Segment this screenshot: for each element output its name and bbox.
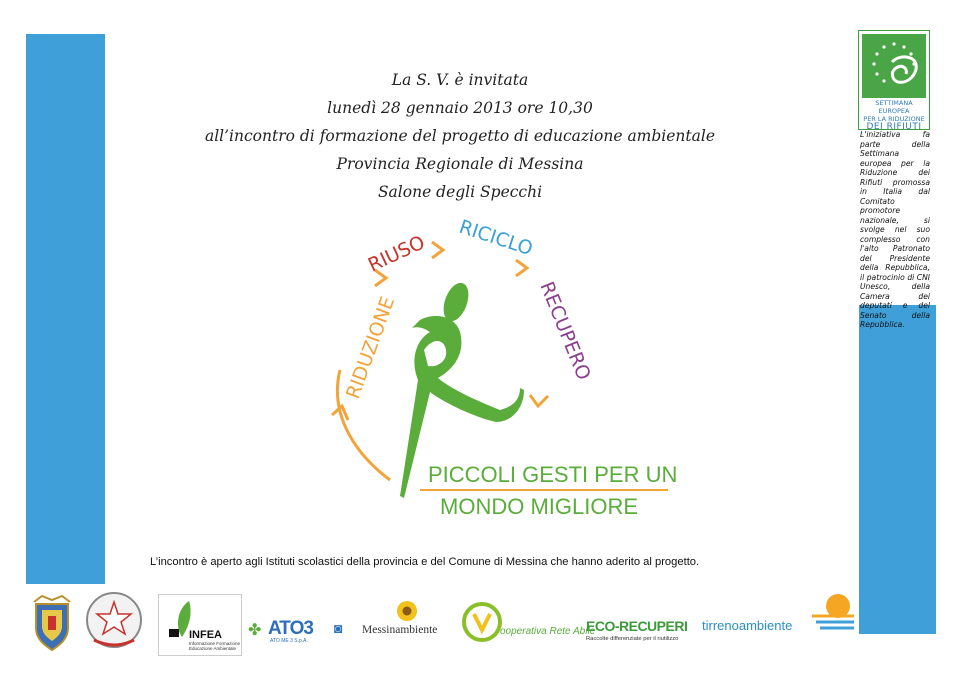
arrow-icon [432, 242, 443, 258]
word-recupero: RECUPERO [535, 278, 595, 384]
eco-recuperi-label: ECO-RECUPERI [586, 618, 688, 634]
infea-logo [158, 594, 242, 656]
word-riuso: RIUSO [364, 231, 429, 277]
provincia-messina-crest-icon [28, 594, 76, 652]
invitation-text [110, 66, 810, 206]
arrow-icon [516, 260, 527, 276]
invitation-line-3: all’incontro di formazione del progetto di educazione ambientale [204, 127, 716, 145]
eu-logo-caption-2: PER LA RIDUZIONE [863, 115, 925, 123]
bottom-note: L’incontro è aperto agli Istituti scolastici della provincia e del Comune di Messina che hanno aderito al progetto. [150, 556, 700, 568]
clover-icon: ✤ [248, 622, 262, 639]
sunflower-icon [396, 600, 418, 622]
invitation-line-4: Provincia Regionale di Messina [336, 155, 584, 173]
eu-logo-caption-1: SETTIMANA EUROPEA [875, 99, 913, 115]
word-riduzione: RIDUZIONE [342, 293, 400, 402]
right-blue-bar [859, 305, 936, 634]
cooperativa-emblem-icon [462, 600, 502, 644]
slogan-line-1: PICCOLI GESTI PER UN [428, 462, 678, 487]
eco-recuperi-sub: Raccolte differenziate per il riutilizzo [586, 636, 679, 642]
ato3-sub: ATO ME 3 S.p.A. [270, 638, 308, 644]
cooperativa-logo [462, 600, 596, 646]
ato3-label: ATO3 [268, 618, 313, 639]
infea-sub-2: Educazione Ambientale [189, 646, 237, 651]
project-emblem [320, 210, 680, 525]
word-riciclo: RICICLO [456, 215, 536, 261]
eu-week-note: L'iniziativa fa parte della Settimana europea per la Riduzione dei Rifiuti promossa in Italia dal Comitato promotore nazionale, si svolge nel suo complesso con l'alto Patronato del Presidente della Repubblica, il patrocinio di CNI Unesco, della Camera dei deputati e del Senato della Repubblica. [860, 130, 930, 329]
messinambiente-label: Messinambiente [362, 624, 438, 636]
infea-sub-1: Informazione Formazione [189, 641, 241, 646]
repubblica-italiana-emblem-icon [84, 590, 144, 652]
eu-logo-caption-3: DEI RIFIUTI [866, 122, 922, 132]
ato3-logo [248, 618, 350, 644]
messinambiente-logo [362, 600, 454, 646]
eco-recuperi-logo [586, 618, 701, 648]
tirrenoambiente-label: tirrenoambiente [702, 618, 793, 633]
cooperativa-label: ooperativa Rete Abile [500, 626, 596, 637]
arrow-icon [530, 395, 548, 406]
ato3-symbol-icon: ◙ [334, 620, 343, 636]
sun-wave-icon [810, 590, 854, 634]
eu-week-emblem-icon [862, 34, 926, 98]
invitation-line-2: lunedì 28 gennaio 2013 ore 10,30 [327, 99, 593, 117]
eu-week-logo [858, 30, 930, 130]
left-blue-bar [26, 34, 105, 584]
invitation-line-1: La S. V. è invitata [391, 71, 529, 89]
tirrenoambiente-logo [702, 590, 858, 638]
invitation-line-5: Salone degli Specchi [377, 183, 543, 201]
slogan-line-2: MONDO MIGLIORE [440, 494, 639, 519]
infea-label: INFEA [189, 629, 222, 641]
